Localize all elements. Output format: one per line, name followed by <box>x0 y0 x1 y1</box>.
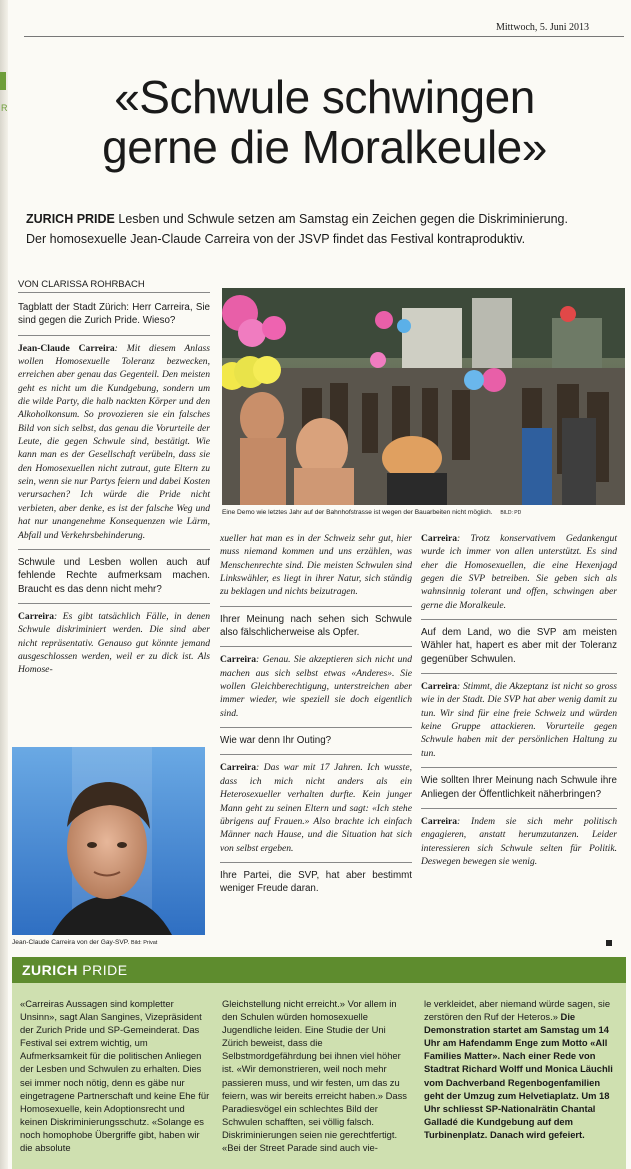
portrait-caption <box>12 939 212 946</box>
answer-2 <box>18 610 210 677</box>
answer-text: : Trotz konservativem Gedankengut wurde ich immer von allen unterstützt. Es sind eher die Homosexuellen, die eine Hexenjagd gegen die SVP betreiben. Sie geben sich als wahnsinnig tolerant und offen, schwingen aber gerne die Moralkeule. <box>421 533 617 611</box>
scan-edge <box>0 0 8 1169</box>
portrait-caption-text: Jean-Claude Carreira von der Gay-SVP. <box>12 939 130 946</box>
main-photo <box>222 288 625 505</box>
section-letter: R <box>1 103 8 113</box>
answer-text: : Stimmt, die Akzeptanz ist nicht so gross wie in der Stadt. Die SVP hat aber wenig damit zu tun. Wir sind für eine freie Schweiz und würden keine Gruppe attackieren. Vorurteile gegen Schwule haben mit der persönlichen Haltung zu tun. <box>421 681 617 759</box>
answer-7 <box>421 815 617 868</box>
column-divider <box>220 727 412 728</box>
answer-text: : Das war mit 17 Jahren. Ich wusste, dass ich mich nicht anders als ein Heterosexueller verhalten durfte. Kein junger Mann geht zu seinen Eltern und sagt: «Ich stehe übrigens auf Frauen.» Also brachte ich einfach Männer nach Hause, und die Situation hat sich von selbst ergeben. <box>220 762 412 854</box>
column-divider <box>220 606 412 607</box>
column-divider <box>421 673 617 674</box>
infobox-title <box>22 962 128 978</box>
column-divider <box>18 335 210 336</box>
headline <box>22 72 627 172</box>
article-column-2 <box>220 532 412 903</box>
portrait-credit: Bild: Privat <box>131 940 158 946</box>
answer-4 <box>220 761 412 854</box>
main-photo-caption <box>222 509 625 516</box>
answer-text: : Indem sie sich mehr politisch engagieren, anstatt herumzutanzen. Leider interessieren sich Schwule selten für Politik. Deswegen bewegen sie wenig. <box>421 815 617 867</box>
speaker-name: Carreira <box>220 762 257 774</box>
speaker-name: Carreira <box>421 815 458 827</box>
article-column-3 <box>421 532 617 875</box>
speaker-name: Carreira <box>421 533 458 544</box>
question-2: Schwule und Lesben wollen auch auf fehlende Rechte aufmerksam machen. Braucht es das denn nicht mehr? <box>18 556 210 595</box>
lead-text-1: Lesben und Schwule setzen am Samstag ein Zeichen gegen die Diskriminierung. <box>118 212 568 226</box>
column-divider <box>18 549 210 550</box>
section-tab-marker <box>0 72 6 90</box>
question-3: Ihrer Meinung nach sehen sich Schwule also fälschlicherweise als Opfer. <box>220 613 412 639</box>
infobox-column-1: «Carreiras Aussagen sind kompletter Unsinn», sagt Alan Sangines, Vizepräsident der Zurich Pride und SP-Gemeinderat. Das Festival sei extrem wichtig, um Aufmerksamkeit für die politischen Anliegen der Lesben und Schwulen zu erhalten. Dies sei immer noch nötig, denn es gäbe nur eingetragene Partnerschaft und keine Ehe für Homosexuelle, kein Adoptionsrecht und keinen Diskriminierungsschutz. «Solange es noch homophobe Übergriffe gibt, haben wir die absolute <box>20 998 210 1154</box>
speaker-name: Carreira <box>421 681 458 693</box>
article-column-1 <box>18 301 210 684</box>
main-photo-credit: BILD: PD <box>500 510 522 516</box>
column-divider <box>220 862 412 863</box>
issue-date: Mittwoch, 5. Juni 2013 <box>496 22 590 33</box>
answer-text: : Es gibt tatsächlich Fälle, in denen Schwule diskriminiert werden. Die sind aber nicht repräsentativ. Genauso gut könnte jemand ausgeschlossen werden, weil er zu dick ist. Als Homose- <box>18 610 210 676</box>
answer-3 <box>220 653 412 720</box>
end-of-article-mark <box>606 940 612 946</box>
main-caption-text: Eine Demo wie letztes Jahr auf der Bahnhofstrasse ist wegen der Bauarbeiten nicht möglich. <box>222 509 493 516</box>
infobox-title-bold: ZURICH <box>22 962 78 978</box>
speaker-name: Carreira <box>220 654 257 666</box>
portrait-photo <box>12 747 205 935</box>
lead-kicker: ZURICH PRIDE <box>26 212 115 226</box>
question-4: Wie war denn Ihr Outing? <box>220 735 332 747</box>
question-6: Auf dem Land, wo die SVP am meisten Wähler hat, hapert es aber mit der Toleranz gegenüber Schwulen. <box>421 627 617 665</box>
infobox-column-3-text: le verkleidet, aber niemand würde sagen, sie zerstören den Ruf der Heteros.» <box>424 998 611 1023</box>
lead-text-2: Der homosexuelle Jean-Claude Carreira von der JSVP findet das Festival kontraproduktiv. <box>26 232 526 246</box>
infobox-column-3 <box>424 997 618 1141</box>
column-divider <box>421 767 617 768</box>
infobox-column-3-bold: Die Demonstration startet am Samstag um 14 Uhr am Hafendamm Enge zum Motto «All Families Matter». Nach einer Rede von Stadtrat Richard Wolff und Monica Läuchli vom Dachverband Regenbogenfamilien geht der Umzug zum Helvetiaplatz. Um 18 Uhr schliesst SP-Nationalrätin Chantal Galladé die Kundgebung auf dem Turbinenplatz. Danach wird gefeiert. <box>424 1011 613 1140</box>
speaker-name: Jean-Claude Carreira <box>18 342 115 354</box>
answer-6 <box>421 680 617 760</box>
infobox-header <box>12 957 626 983</box>
byline: VON CLARISSA ROHRBACH <box>18 279 210 293</box>
answer-1 <box>18 342 210 542</box>
column-divider <box>220 646 412 647</box>
headline-line-2: gerne die Moralkeule» <box>102 121 547 173</box>
question-7: Wie sollten Ihrer Meinung nach Schwule ihre Anliegen der Öffentlichkeit näherbringen? <box>421 775 617 800</box>
answer-2-continued <box>220 532 412 599</box>
column-divider <box>18 603 210 604</box>
speaker-name: Carreira <box>18 610 55 622</box>
headline-line-1: «Schwule schwingen <box>114 71 535 123</box>
answer-text: xueller hat man es in der Schweiz sehr gut, hier muss niemand kommen und uns erzählen, was Menschenrechte sind. Die meisten Schwulen sind Linkswähler, es liegt in ihrer Natur, sich ständig zu beklagen und nichts beizutragen. <box>220 533 412 598</box>
infobox-title-light: PRIDE <box>82 962 128 978</box>
question-1: Tagblatt der Stadt Zürich: Herr Carreira, Sie sind gegen die Zurich Pride. Wieso? <box>18 302 210 327</box>
answer-text: : Mit diesem Anlass wollen Homosexuelle Toleranz bezwecken, erreichen aber genau das Gegenteil. Den meisten geht es nicht um die Kundgebung, sondern um die wilde Party, die halb nackten Körper und den Alkoholkonsum. So provozieren sie ein falsches Bild von sich selbst, das genau die Vorurteile der Leute, die gegen Schwule sind, bestätigt. Wie kann man es der Gesellschaft verübeln, dass sie den Homosexuellen nicht zutraut, gute Eltern zu sein, wenn sie nur Partys feiern und dabei Kosten verursachen? Ich würde die Pride nicht verbieten, aber denke, es ist der falsche Weg und hat nur unangenehme Konsequenzen wie Lärm, Abfall und Verkehrsbehinderung. <box>18 342 210 541</box>
column-divider <box>421 619 617 620</box>
column-divider <box>421 808 617 809</box>
answer-5 <box>421 532 617 612</box>
question-5: Ihre Partei, die SVP, hat aber bestimmt weniger Freude daran. <box>220 869 412 895</box>
answer-text: : Genau. Sie akzeptieren sich nicht und machen aus sich selbst etwas «Anderes». Sie wollen Gleichberechtigung, unterstreichen aber immer wieder, wie speziell sie doch eigentlich sind. <box>220 654 412 719</box>
top-rule <box>24 36 624 37</box>
infobox-column-2: Gleichstellung nicht erreicht.» Vor allem in den Schulen würden homosexuelle Jugendliche leiden. Eine Studie der Uni Zürich beweist, dass die Selbstmordgefährdung bei ihnen viel höher ist. «Wir demonstrieren, weil noch mehr passieren muss, und wir festen, um das zu feiern, was wir bereits erreicht haben.» Dass Paradiesvögel ein schlechtes Bild der Schwulen schafften, sei völlig falsch. Diskriminierungen seien nie gerechtfertigt. «Bei der Street Parade sind auch vie- <box>222 998 407 1154</box>
zurich-pride-infobox <box>12 957 626 1169</box>
lead-paragraph <box>26 209 626 249</box>
column-divider <box>220 754 412 755</box>
